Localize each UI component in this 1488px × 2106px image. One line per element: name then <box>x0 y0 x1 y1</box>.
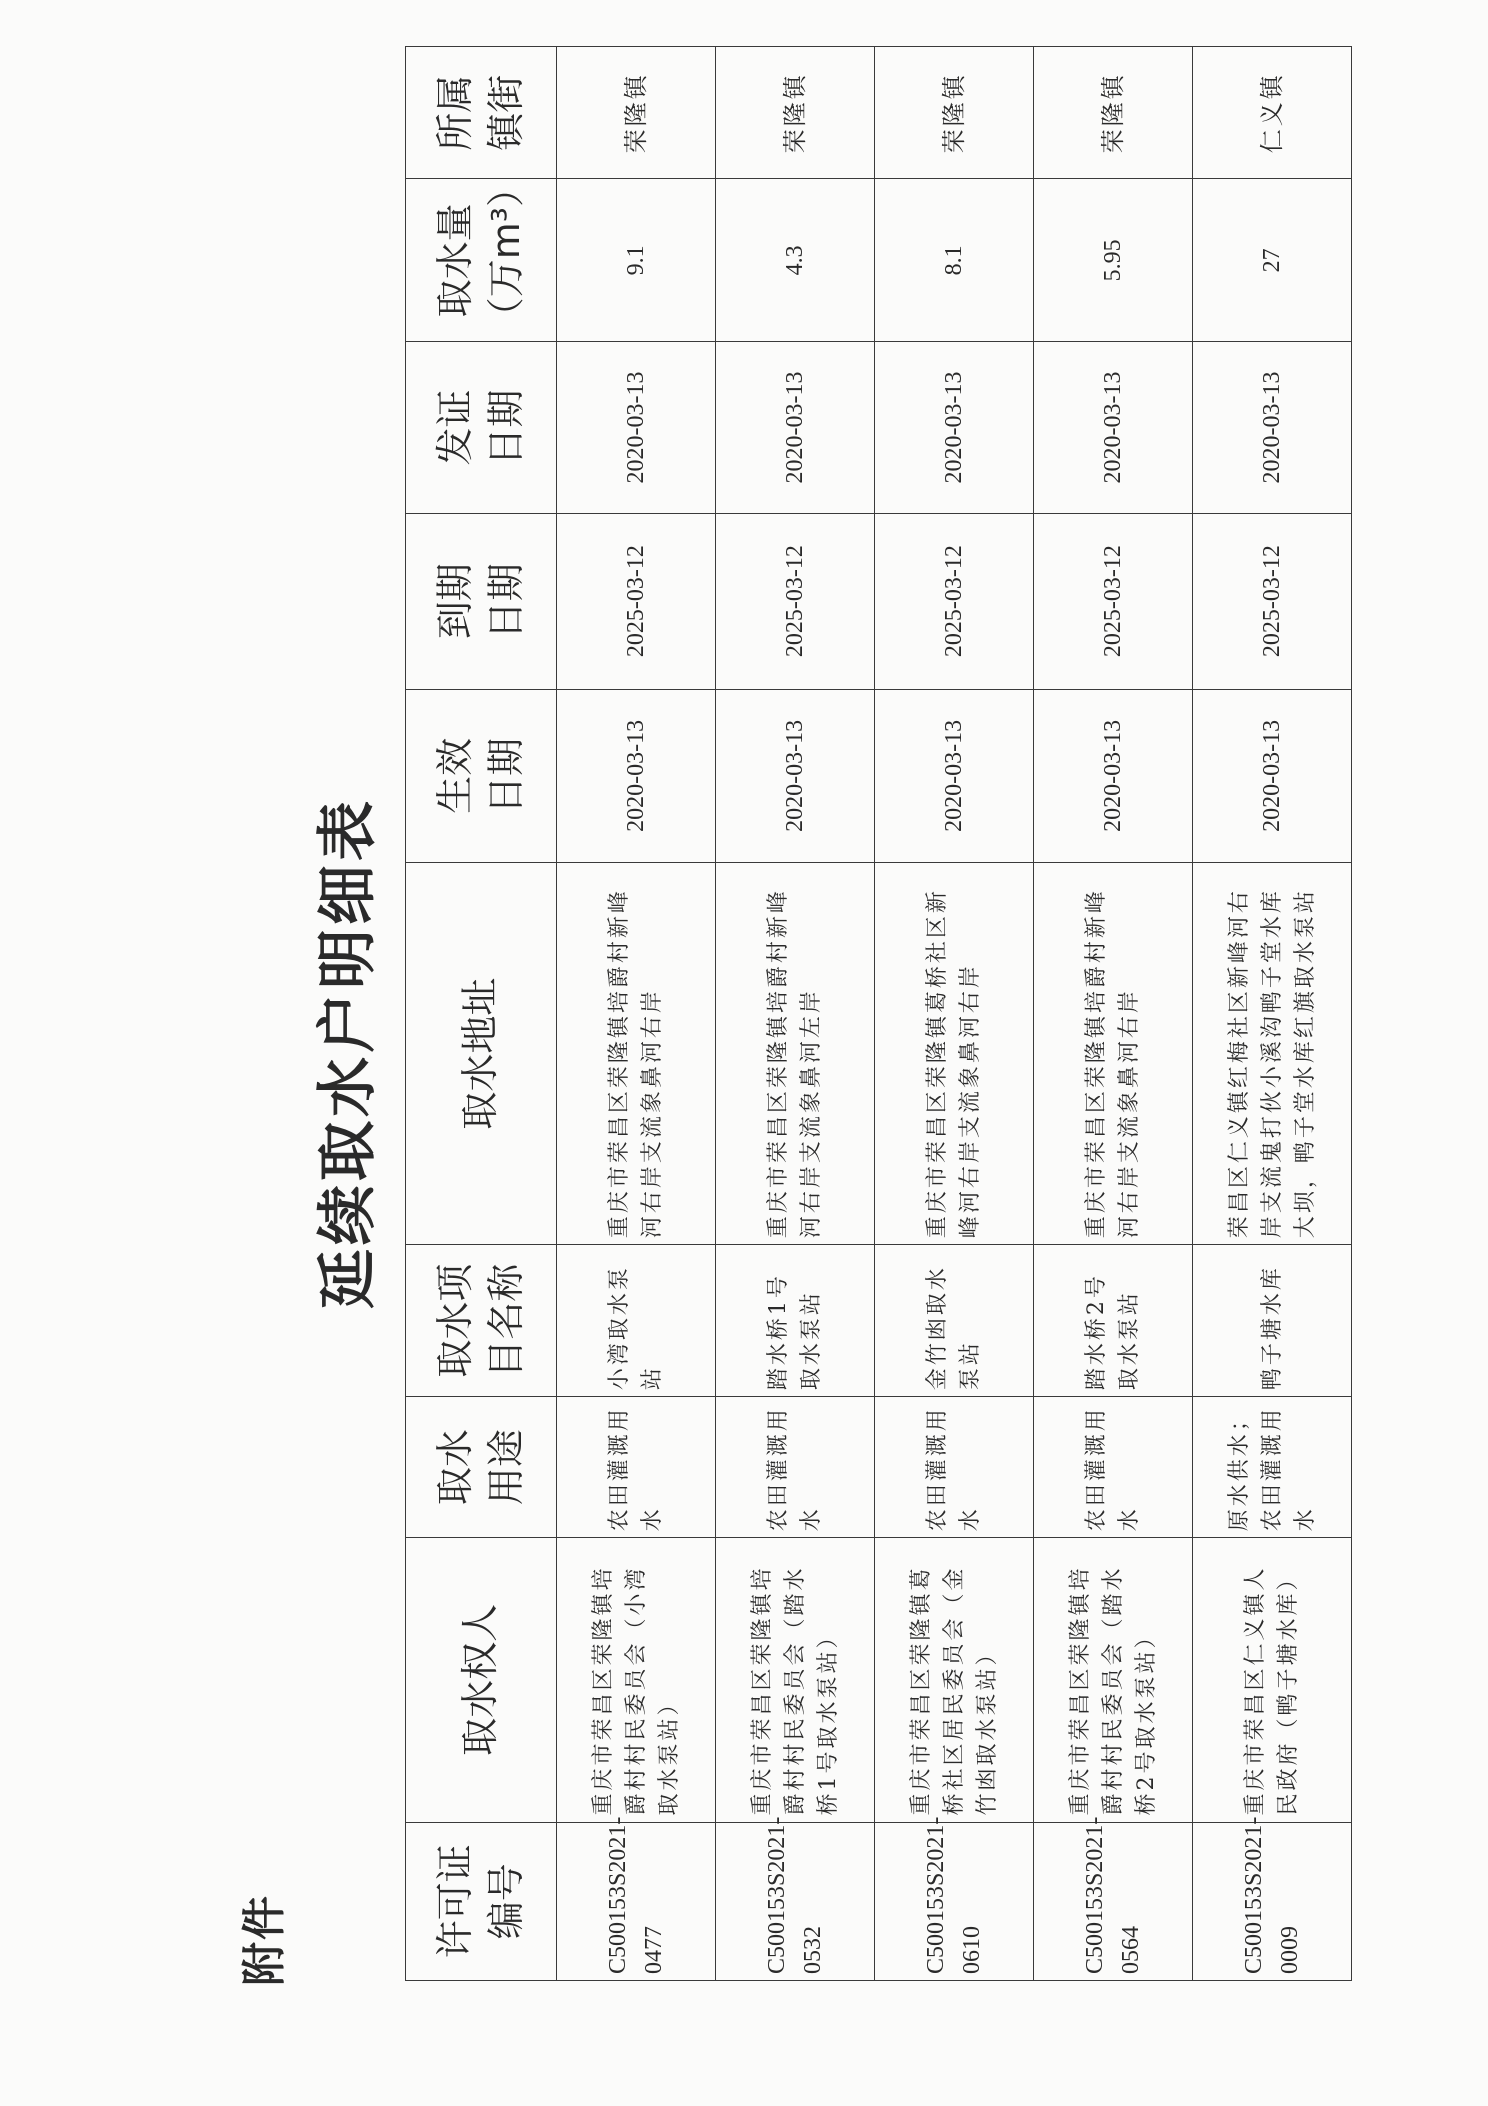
expiry-date-cell: 2025-03-12 <box>1193 513 1352 689</box>
holder-cell: 重庆市荣昌区荣隆镇培爵村村民委员会（踏水桥1号取水泵站） <box>716 1538 875 1822</box>
volume-cell: 5.95 <box>1034 179 1193 342</box>
address-cell: 荣昌区仁义镇红梅社区新峰河右岸支流鬼打伙小溪沟鸭子堂水库大坝，鸭子堂水库红旗取水泵站 <box>1193 863 1352 1245</box>
table-row <box>557 47 716 1981</box>
volume-cell: 27 <box>1193 179 1352 342</box>
town-cell: 荣隆镇 <box>875 47 1034 179</box>
effective-date-cell: 2020-03-13 <box>557 689 716 863</box>
expiry-date-cell: 2025-03-12 <box>875 513 1034 689</box>
column-header: 取水地址 <box>406 863 557 1245</box>
column-header: 到期 日期 <box>406 513 557 689</box>
table-row <box>1193 47 1352 1981</box>
column-header: 取水权人 <box>406 1538 557 1822</box>
purpose-cell: 农田灌溉用水 <box>557 1397 716 1538</box>
column-header: 取水量 （万m³） <box>406 179 557 342</box>
holder-cell: 重庆市荣昌区荣隆镇葛桥社区居民委员会（金竹凼取水泵站） <box>875 1538 1034 1822</box>
table-row <box>1034 47 1193 1981</box>
town-cell: 荣隆镇 <box>1034 47 1193 179</box>
column-header: 许可证 编号 <box>406 1822 557 1980</box>
issue-date-cell: 2020-03-13 <box>875 342 1034 513</box>
table-header-row <box>406 47 557 1981</box>
table-body <box>557 47 1352 1981</box>
permit-number-cell: C500153S2021-0564 <box>1034 1822 1193 1980</box>
address-cell: 重庆市荣昌区荣隆镇培爵村新峰河右岸支流象鼻河右岸 <box>557 863 716 1245</box>
issue-date-cell: 2020-03-13 <box>716 342 875 513</box>
project-name-cell: 小湾取水泵站 <box>557 1245 716 1397</box>
town-cell: 仁义镇 <box>1193 47 1352 179</box>
purpose-cell: 农田灌溉用水 <box>716 1397 875 1538</box>
purpose-cell: 农田灌溉用水 <box>1034 1397 1193 1538</box>
project-name-cell: 金竹凼取水泵站 <box>875 1245 1034 1397</box>
column-header: 取水项 目名称 <box>406 1245 557 1397</box>
column-header: 取水 用途 <box>406 1397 557 1538</box>
address-cell: 重庆市荣昌区荣隆镇葛桥社区新峰河右岸支流象鼻河右岸 <box>875 863 1034 1245</box>
holder-cell: 重庆市荣昌区荣隆镇培爵村村民委员会（小湾取水泵站） <box>557 1538 716 1822</box>
column-header: 发证 日期 <box>406 342 557 513</box>
holder-cell: 重庆市荣昌区荣隆镇培爵村村民委员会（踏水桥2号取水泵站） <box>1034 1538 1193 1822</box>
town-cell: 荣隆镇 <box>716 47 875 179</box>
effective-date-cell: 2020-03-13 <box>716 689 875 863</box>
expiry-date-cell: 2025-03-12 <box>557 513 716 689</box>
volume-cell: 4.3 <box>716 179 875 342</box>
address-cell: 重庆市荣昌区荣隆镇培爵村新峰河右岸支流象鼻河左岸 <box>716 863 875 1245</box>
expiry-date-cell: 2025-03-12 <box>716 513 875 689</box>
permit-number-cell: C500153S2021-0477 <box>557 1822 716 1980</box>
holder-cell: 重庆市荣昌区仁义镇人民政府（鸭子塘水库） <box>1193 1538 1352 1822</box>
permit-number-cell: C500153S2021-0009 <box>1193 1822 1352 1980</box>
table-row <box>875 47 1034 1981</box>
purpose-cell: 原水供水；农田灌溉用水 <box>1193 1397 1352 1538</box>
project-name-cell: 踏水桥1号取水泵站 <box>716 1245 875 1397</box>
volume-cell: 9.1 <box>557 179 716 342</box>
table-row <box>716 47 875 1981</box>
address-cell: 重庆市荣昌区荣隆镇培爵村新峰河右岸支流象鼻河右岸 <box>1034 863 1193 1245</box>
project-name-cell: 鸭子塘水库 <box>1193 1245 1352 1397</box>
effective-date-cell: 2020-03-13 <box>1034 689 1193 863</box>
town-cell: 荣隆镇 <box>557 47 716 179</box>
issue-date-cell: 2020-03-13 <box>1193 342 1352 513</box>
permit-number-cell: C500153S2021-0532 <box>716 1822 875 1980</box>
volume-cell: 8.1 <box>875 179 1034 342</box>
effective-date-cell: 2020-03-13 <box>875 689 1034 863</box>
issue-date-cell: 2020-03-13 <box>557 342 716 513</box>
document-title: 延续取水户明细表 <box>313 797 383 1309</box>
column-header: 所属 镇街 <box>406 47 557 179</box>
expiry-date-cell: 2025-03-12 <box>1034 513 1193 689</box>
project-name-cell: 踏水桥2号取水泵站 <box>1034 1245 1193 1397</box>
purpose-cell: 农田灌溉用水 <box>875 1397 1034 1538</box>
effective-date-cell: 2020-03-13 <box>1193 689 1352 863</box>
attachment-label: 附件 <box>239 1894 290 1986</box>
issue-date-cell: 2020-03-13 <box>1034 342 1193 513</box>
water-permit-table <box>405 46 1352 1981</box>
permit-number-cell: C500153S2021-0610 <box>875 1822 1034 1980</box>
column-header: 生效 日期 <box>406 689 557 863</box>
